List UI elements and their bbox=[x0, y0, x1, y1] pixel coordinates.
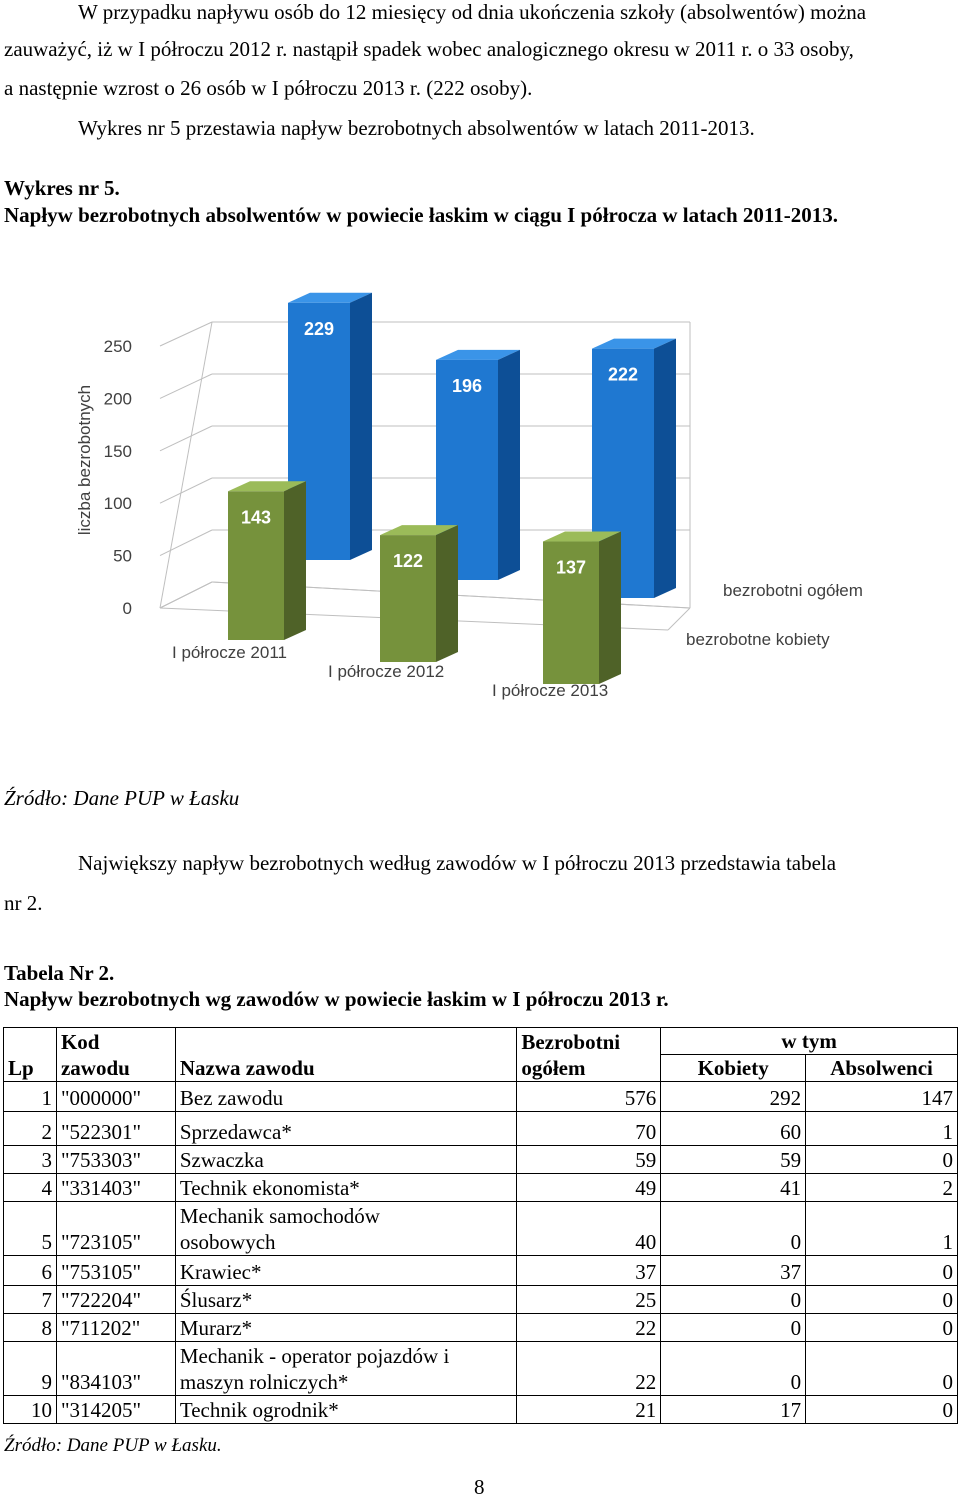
cell-kod: "331403" bbox=[56, 1174, 175, 1202]
intro-line-4: Wykres nr 5 przestawia napływ bezrobotnych absolwentów w latach 2011-2013. bbox=[78, 116, 755, 140]
bar-kobiety-1-value-label: 143 bbox=[240, 507, 272, 528]
cell-kobiety: 0 bbox=[661, 1314, 806, 1342]
cell-nazwa bbox=[175, 1082, 516, 1112]
intro-line-2: zauważyć, iż w I półroczu 2012 r. nastąpił spadek wobec analogicznego okresu w 2011 r. o 33 osoby, bbox=[4, 37, 854, 61]
bar-kobiety-2-value-label: 122 bbox=[392, 551, 424, 572]
bar-ogolem-2-side bbox=[498, 350, 520, 580]
cell-lp: 8 bbox=[4, 1314, 57, 1342]
cell-kobiety: 0 bbox=[661, 1286, 806, 1314]
cell-ogolem: 25 bbox=[517, 1286, 661, 1314]
table-row bbox=[4, 1146, 958, 1174]
header-bezrobotni bbox=[517, 1028, 661, 1082]
cell-ogolem: 40 bbox=[517, 1202, 661, 1256]
table-row bbox=[4, 1314, 958, 1342]
y-tick-label: 50 bbox=[113, 546, 132, 566]
bar-kobiety-3 bbox=[543, 532, 621, 684]
bar-ogolem-3-side bbox=[654, 339, 676, 598]
header-absolwenci: Absolwenci bbox=[806, 1055, 958, 1082]
nazwa-line1: Murarz* bbox=[179, 1316, 253, 1340]
y-tick-label: 250 bbox=[103, 337, 132, 356]
header-w-tym: w tym bbox=[661, 1028, 958, 1055]
cell-nazwa bbox=[175, 1342, 516, 1396]
y-tick-label: 100 bbox=[103, 494, 132, 514]
intro-line-1: W przypadku napływu osób do 12 miesięcy od dnia ukończenia szkoły (absolwentów) można bbox=[78, 0, 867, 24]
table-number: Tabela Nr 2. bbox=[4, 961, 115, 985]
y-axis-label: liczba bezrobotnych bbox=[75, 384, 94, 536]
x-category-label: I półrocze 2011 bbox=[172, 643, 287, 662]
cell-ogolem: 22 bbox=[517, 1314, 661, 1342]
y-tick-label: 200 bbox=[103, 389, 132, 409]
chart-number: Wykres nr 5. bbox=[4, 176, 120, 200]
cell-lp: 10 bbox=[4, 1396, 57, 1424]
cell-absolwenci: 2 bbox=[806, 1174, 958, 1202]
bar-ogolem-2-value-label: 196 bbox=[451, 375, 483, 396]
bar-chart bbox=[0, 270, 960, 730]
cell-ogolem: 70 bbox=[517, 1112, 661, 1146]
cell-lp: 2 bbox=[4, 1112, 57, 1146]
table-row bbox=[4, 1342, 958, 1396]
cell-kobiety: 0 bbox=[661, 1342, 806, 1396]
cell-kobiety: 37 bbox=[661, 1256, 806, 1286]
nazwa-line1: Krawiec* bbox=[179, 1260, 262, 1284]
table-row bbox=[4, 1256, 958, 1286]
cell-nazwa bbox=[175, 1396, 516, 1424]
cell-kobiety: 41 bbox=[661, 1174, 806, 1202]
nazwa-line1: Ślusarz* bbox=[179, 1288, 253, 1312]
table-row bbox=[4, 1396, 958, 1424]
x-category-label: I półrocze 2013 bbox=[492, 681, 609, 700]
cell-kobiety: 60 bbox=[661, 1112, 806, 1146]
table-row bbox=[4, 1174, 958, 1202]
bar-ogolem-3-value-label: 222 bbox=[607, 364, 639, 385]
occupations-table bbox=[3, 1027, 958, 1424]
table-header-row-1 bbox=[4, 1028, 958, 1055]
cell-ogolem: 37 bbox=[517, 1256, 661, 1286]
cell-kod: "314205" bbox=[56, 1396, 175, 1424]
header-bezrobotni-line1: Bezrobotni bbox=[521, 1030, 621, 1054]
y-tick-label: 0 bbox=[122, 599, 132, 618]
bar-kobiety-1-side bbox=[284, 481, 306, 640]
x-category-label: I półrocze 2012 bbox=[328, 662, 445, 681]
table-row bbox=[4, 1082, 958, 1112]
cell-ogolem: 59 bbox=[517, 1146, 661, 1174]
table-row bbox=[4, 1202, 958, 1256]
nazwa-line1: Mechanik samochodów bbox=[179, 1204, 380, 1228]
gridline-side bbox=[160, 322, 212, 346]
table-body bbox=[4, 1082, 958, 1424]
cell-absolwenci: 0 bbox=[806, 1286, 958, 1314]
table-source: Źródło: Dane PUP w Łasku. bbox=[4, 1435, 222, 1456]
table-title: Napływ bezrobotnych wg zawodów w powiecie łaskim w I półroczu 2013 r. bbox=[4, 987, 669, 1011]
header-kobiety: Kobiety bbox=[661, 1055, 806, 1082]
nazwa-line1: Mechanik - operator pojazdów i bbox=[179, 1344, 450, 1368]
cell-kod: "753105" bbox=[56, 1256, 175, 1286]
cell-kod: "834103" bbox=[56, 1342, 175, 1396]
cell-kod: "723105" bbox=[56, 1202, 175, 1256]
nazwa-line1: Sprzedawca* bbox=[179, 1120, 292, 1144]
header-kod bbox=[56, 1028, 175, 1082]
page-number: 8 bbox=[474, 1475, 485, 1499]
table-row bbox=[4, 1112, 958, 1146]
y-axis-ticks bbox=[104, 337, 132, 618]
cell-kobiety: 59 bbox=[661, 1146, 806, 1174]
cell-absolwenci: 1 bbox=[806, 1202, 958, 1256]
cell-ogolem: 49 bbox=[517, 1174, 661, 1202]
intro-line-3: a następnie wzrost o 26 osób w I półroczu 2013 r. (222 osoby). bbox=[4, 76, 533, 100]
cell-absolwenci: 0 bbox=[806, 1342, 958, 1396]
cell-kod: "522301" bbox=[56, 1112, 175, 1146]
series-labels bbox=[686, 581, 863, 649]
nazwa-line1: Bez zawodu bbox=[179, 1086, 284, 1110]
cell-lp: 9 bbox=[4, 1342, 57, 1396]
chart-source: Źródło: Dane PUP w Łasku bbox=[4, 786, 240, 810]
cell-kobiety: 0 bbox=[661, 1202, 806, 1256]
cell-nazwa bbox=[175, 1314, 516, 1342]
nazwa-line1: Technik ekonomista* bbox=[179, 1176, 360, 1200]
cell-nazwa bbox=[175, 1146, 516, 1174]
table-intro-line-1: Największy napływ bezrobotnych według zawodów w I półroczu 2013 przedstawia tabela bbox=[78, 851, 837, 875]
header-lp: Lp bbox=[4, 1028, 57, 1082]
cell-kobiety: 292 bbox=[661, 1082, 806, 1112]
cell-absolwenci: 0 bbox=[806, 1314, 958, 1342]
cell-ogolem: 21 bbox=[517, 1396, 661, 1424]
cell-lp: 5 bbox=[4, 1202, 57, 1256]
cell-lp: 1 bbox=[4, 1082, 57, 1112]
cell-lp: 3 bbox=[4, 1146, 57, 1174]
cell-lp: 4 bbox=[4, 1174, 57, 1202]
cell-nazwa bbox=[175, 1286, 516, 1314]
chart-title: Napływ bezrobotnych absolwentów w powiecie łaskim w ciągu I półrocza w latach 2011-2013. bbox=[4, 203, 838, 227]
cell-absolwenci: 0 bbox=[806, 1146, 958, 1174]
cell-lp: 7 bbox=[4, 1286, 57, 1314]
cell-kod: "722204" bbox=[56, 1286, 175, 1314]
bar-kobiety-1 bbox=[228, 481, 306, 640]
nazwa-line2: maszyn rolniczych* bbox=[179, 1370, 349, 1394]
cell-nazwa bbox=[175, 1174, 516, 1202]
series-label-kobiety: bezrobotne kobiety bbox=[686, 630, 830, 649]
header-bezrobotni-line2: ogółem bbox=[521, 1056, 586, 1080]
bar-kobiety-2-side bbox=[436, 525, 458, 662]
nazwa-line1: Szwaczka bbox=[179, 1148, 264, 1172]
cell-absolwenci: 1 bbox=[806, 1112, 958, 1146]
cell-kod: "000000" bbox=[56, 1082, 175, 1112]
table-row bbox=[4, 1286, 958, 1314]
header-nazwa: Nazwa zawodu bbox=[175, 1028, 516, 1082]
nazwa-line1: Technik ogrodnik* bbox=[179, 1398, 339, 1422]
cell-nazwa bbox=[175, 1112, 516, 1146]
cell-absolwenci: 0 bbox=[806, 1256, 958, 1286]
y-tick-label: 150 bbox=[103, 441, 132, 461]
cell-lp: 6 bbox=[4, 1256, 57, 1286]
cell-kod: "753303" bbox=[56, 1146, 175, 1174]
cell-absolwenci: 147 bbox=[806, 1082, 958, 1112]
cell-absolwenci: 0 bbox=[806, 1396, 958, 1424]
cell-kod: "711202" bbox=[56, 1314, 175, 1342]
bar-ogolem-1-value-label: 229 bbox=[303, 318, 335, 339]
cell-ogolem: 22 bbox=[517, 1342, 661, 1396]
bar-ogolem-1-side bbox=[350, 293, 372, 560]
header-kod-line2: zawodu bbox=[60, 1056, 130, 1080]
bar-kobiety-3-value-label: 137 bbox=[555, 557, 587, 578]
header-kod-line1: Kod bbox=[60, 1030, 100, 1054]
bar-kobiety-3-side bbox=[599, 532, 621, 684]
cell-nazwa bbox=[175, 1256, 516, 1286]
cell-nazwa bbox=[175, 1202, 516, 1256]
cell-ogolem: 576 bbox=[517, 1082, 661, 1112]
bar-kobiety-2 bbox=[380, 525, 458, 662]
series-label-ogolem: bezrobotni ogółem bbox=[723, 581, 863, 600]
nazwa-line2: osobowych bbox=[179, 1230, 276, 1254]
cell-kobiety: 17 bbox=[661, 1396, 806, 1424]
table-intro-line-2: nr 2. bbox=[4, 891, 43, 915]
